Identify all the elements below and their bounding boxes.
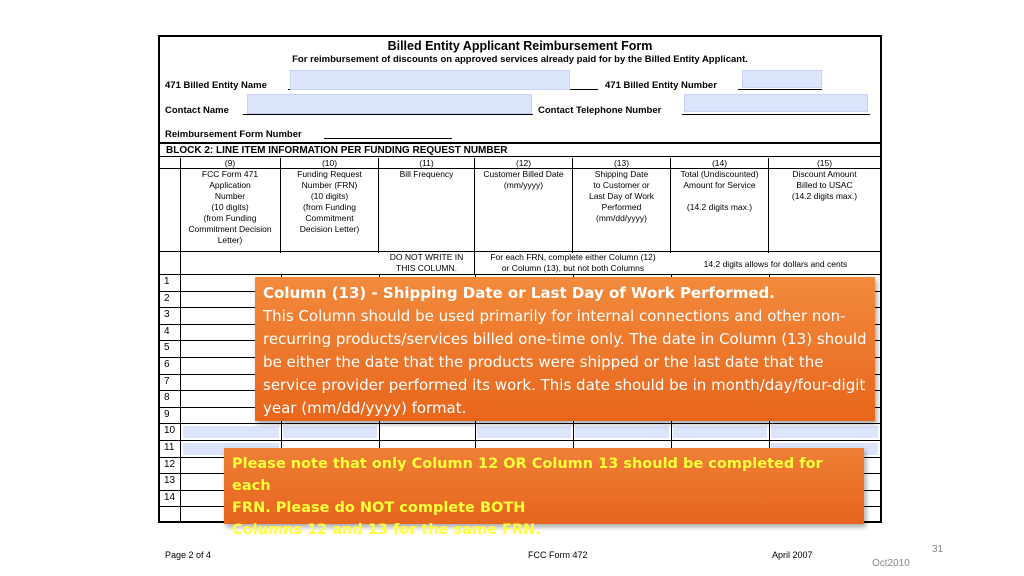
- billed-entity-number-field[interactable]: [742, 70, 822, 88]
- row-number: 12: [164, 458, 176, 470]
- row-number: 3: [164, 309, 170, 321]
- note-columns-14-15: 14.2 digits allows for dollars and cents: [703, 259, 848, 269]
- billed-entity-name-label: 471 Billed Entity Name: [165, 80, 267, 91]
- note-columns-12-13: For each FRN, complete either Column (12) or Column (13), but not both Columns: [490, 252, 656, 273]
- note-line-2: FRN. Please do NOT complete BOTH: [232, 500, 526, 516]
- callout-heading: Column (13) - Shipping Date or Last Day of Work Performed.: [263, 284, 775, 302]
- row-number: 1: [164, 276, 170, 287]
- row-cell[interactable]: [183, 426, 279, 438]
- column-header-12: (12) Customer Billed Date (mm/yyyy): [475, 158, 573, 253]
- row-cell[interactable]: [673, 426, 767, 438]
- footer-page: Page 2 of 4: [165, 550, 212, 560]
- slide-number: 31: [932, 544, 944, 555]
- row-number: 14: [164, 491, 176, 503]
- column-header-11: (11) Bill Frequency: [379, 158, 475, 253]
- form-subtitle: For reimbursement of discounts on approved services already paid for by the Billed Entity Applicant.: [292, 54, 748, 65]
- column-notes-row: [160, 251, 880, 275]
- row-number: 6: [164, 359, 170, 370]
- row-number: 5: [164, 342, 170, 354]
- contact-phone-field[interactable]: [684, 94, 868, 112]
- block2-title: BLOCK 2: LINE ITEM INFORMATION PER FUNDING REQUEST NUMBER: [160, 142, 880, 157]
- row-number: 11: [164, 442, 175, 453]
- billed-entity-number-label: 471 Billed Entity Number: [605, 80, 717, 91]
- column-header-13: (13) Shipping Date to Customer or Last Day of Work Performed (mm/dd/yyyy): [573, 158, 671, 253]
- reimbursement-form-number-label: Reimbursement Form Number: [165, 129, 302, 140]
- row-cell[interactable]: [575, 426, 669, 438]
- note-line-3: Columns 12 and 13 for the same FRN.: [232, 522, 541, 538]
- slide-date-fragment: Oct2010: [872, 558, 910, 569]
- column-header-15: (15) Discount Amount Billed to USAC (14.2 digits max.): [791, 158, 858, 201]
- note-line-1: Please note that only Column 12 OR Column 13 should be completed for each: [232, 456, 823, 494]
- reimbursement-form-number-underline: [324, 129, 452, 139]
- row-number: 2: [164, 292, 170, 304]
- contact-name-field[interactable]: [247, 94, 532, 114]
- column-13-callout: [255, 277, 875, 421]
- callout-body: This Column should be used primarily for internal connections and other non-recurring products/services billed one-time only. The date in Column (13) should be either the date that the products were shipped or the last date that the service provider performed its work. This date should be in month/day/four-digit year (mm/dd/yyyy) format.: [263, 307, 867, 417]
- table-row: [160, 424, 880, 441]
- row-number: 8: [164, 392, 170, 404]
- row-cell[interactable]: [283, 426, 377, 438]
- column-header-14: (14) Total (Undiscounted) Amount for Service (14.2 digits max.): [671, 158, 769, 253]
- column-header-9: (9) FCC Form 471 Application Number (10 digits) (from Funding Commitment Decision Letter): [180, 158, 281, 253]
- row-number: 7: [164, 375, 170, 387]
- row-cell[interactable]: [477, 426, 571, 438]
- row-number: 4: [164, 325, 170, 337]
- row-cell[interactable]: [771, 426, 878, 438]
- column-header-10: (10) Funding Request Number (FRN) (10 digits) (from Funding Commitment Decision Letter): [281, 158, 379, 253]
- billed-entity-name-field[interactable]: [290, 70, 570, 90]
- row-number: 13: [164, 475, 176, 487]
- row-number: 9: [164, 408, 170, 420]
- contact-name-label: Contact Name: [165, 105, 229, 116]
- row-number: 10: [164, 425, 176, 437]
- footer-form-name: FCC Form 472: [528, 550, 588, 560]
- column-12-13-note-callout: [224, 448, 864, 538]
- contact-phone-label: Contact Telephone Number: [538, 105, 662, 116]
- form-title: Billed Entity Applicant Reimbursement Form: [387, 39, 653, 53]
- note-column-11: DO NOT WRITE IN THIS COLUMN.: [379, 252, 475, 274]
- footer-date: April 2007: [772, 550, 813, 560]
